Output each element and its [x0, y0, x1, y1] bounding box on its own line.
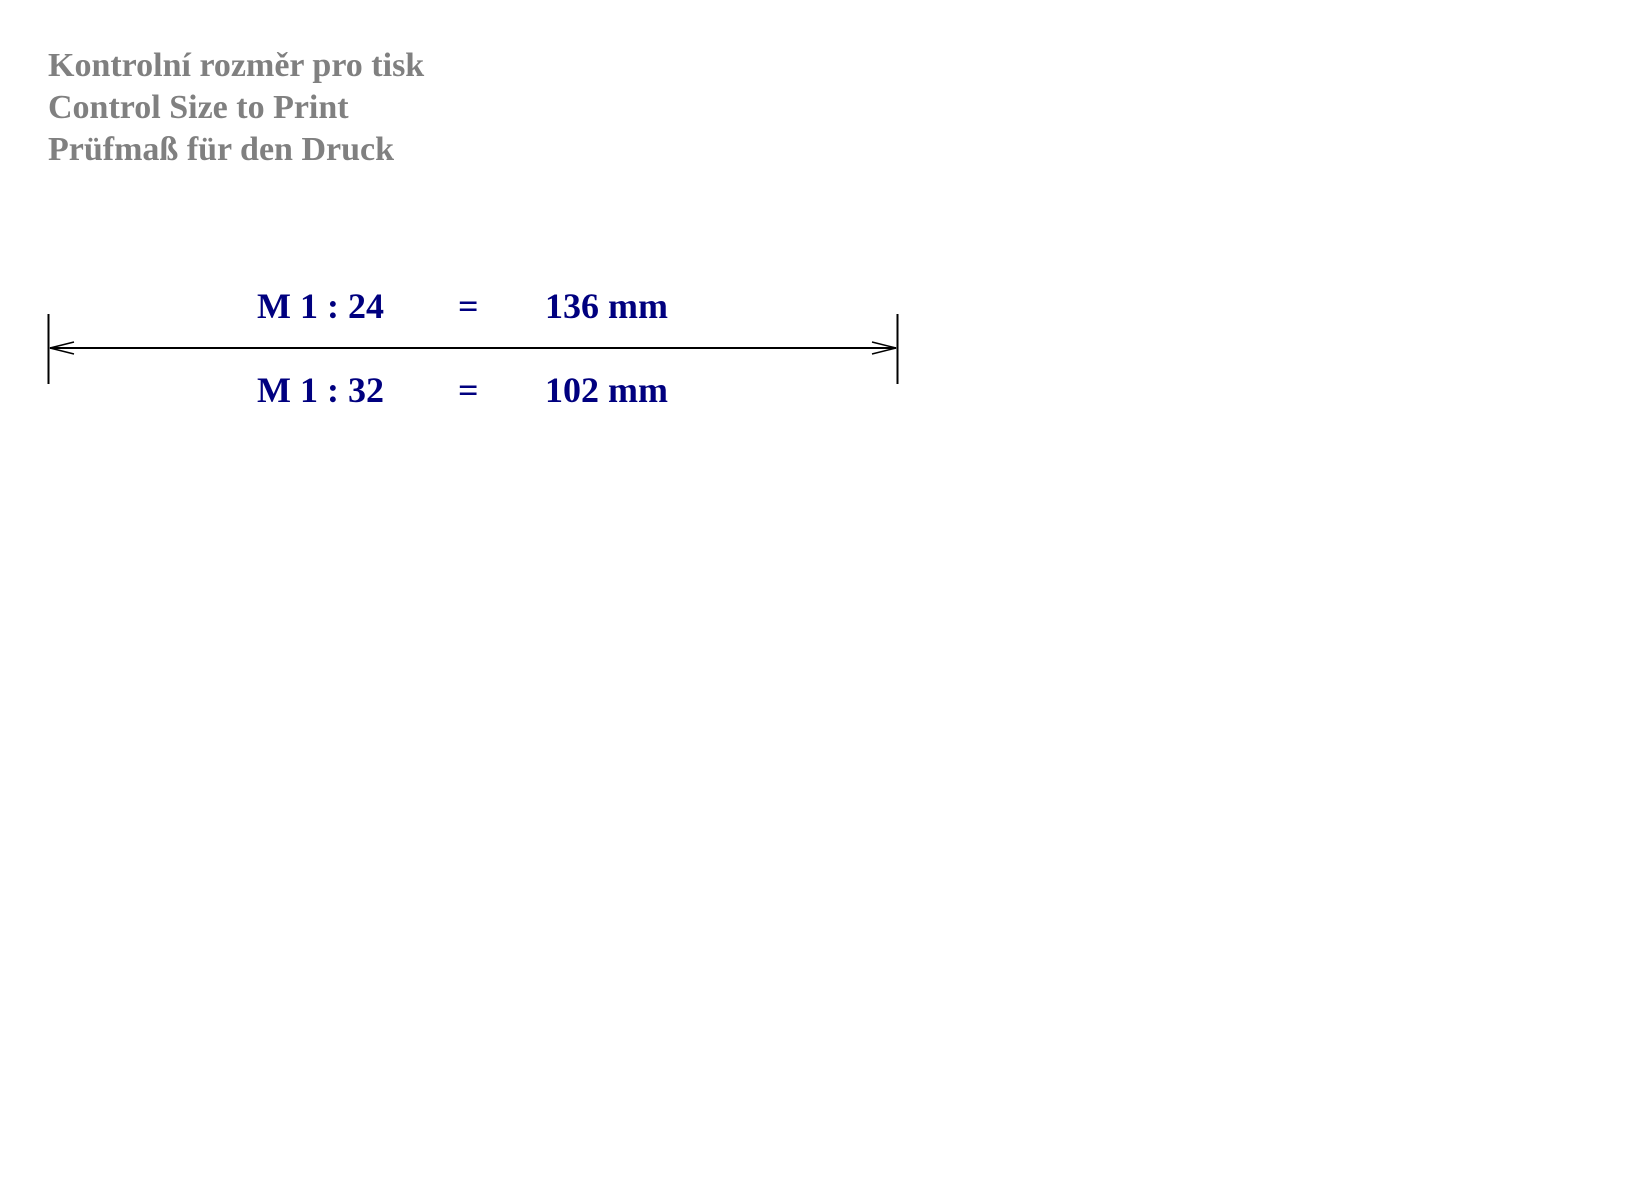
title-line-english: Control Size to Print [48, 89, 349, 126]
scale-ratio-label: M 1 : 24 [257, 286, 384, 326]
scale-ratio-label: M 1 : 32 [257, 370, 384, 410]
equals-sign: = [458, 370, 479, 410]
length-value: 102 mm [545, 370, 668, 410]
title-line-german: Prüfmaß für den Druck [48, 131, 394, 168]
equals-sign: = [458, 286, 479, 326]
length-value: 136 mm [545, 286, 668, 326]
title-line-czech: Kontrolní rozměr pro tisk [48, 47, 425, 84]
